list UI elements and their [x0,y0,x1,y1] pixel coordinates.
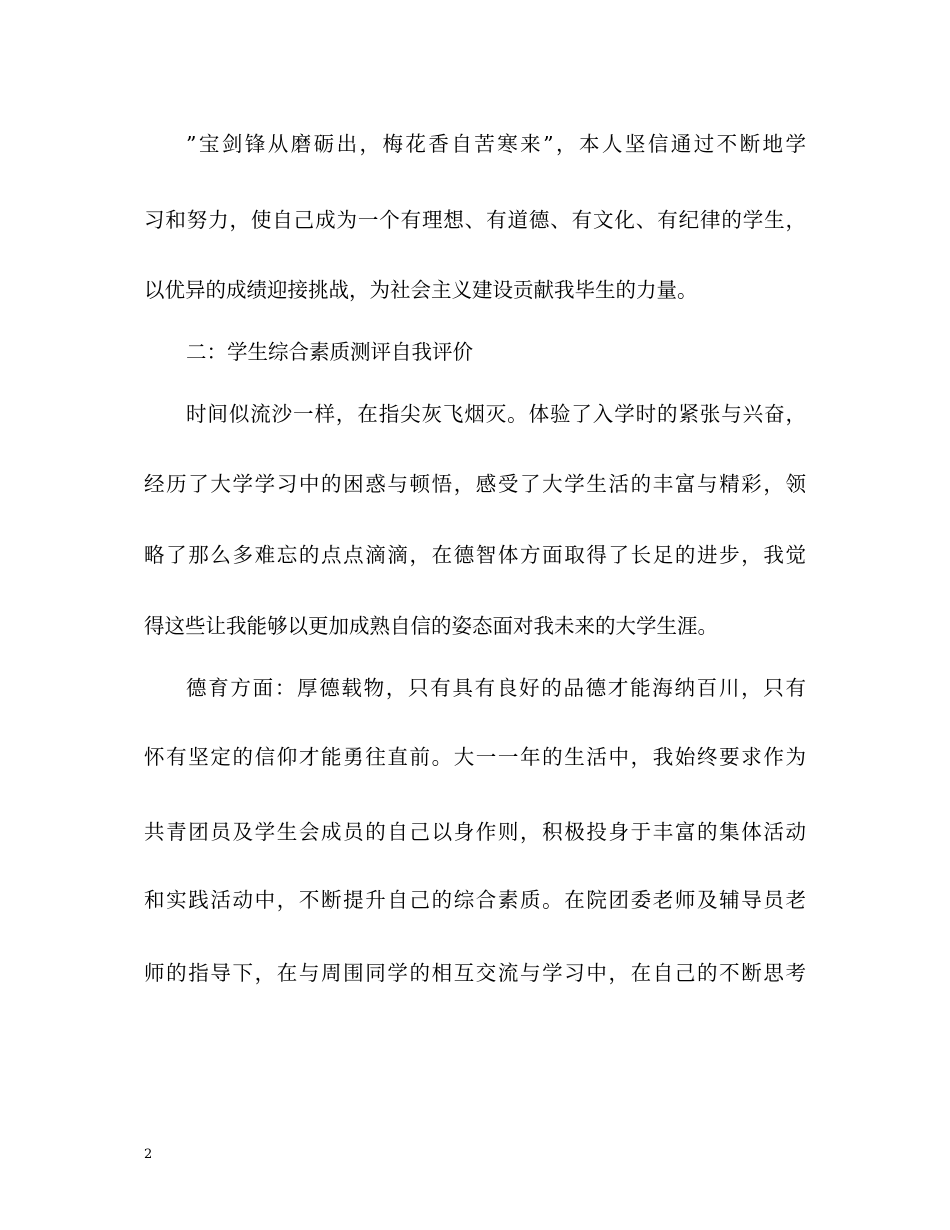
text-line-7: 略了那么多难忘的点点滴滴，在德智体方面取得了长足的进步，我觉 [144,543,806,567]
text-line-12: 和实践活动中，不断提升自己的综合素质。在院团委老师及辅导员老 [144,888,806,912]
text-line-13: 师的指导下，在与周围同学的相互交流与学习中，在自己的不断思考 [144,961,806,985]
text-line-9: 德育方面：厚德载物，只有具有良好的品德才能海纳百川，只有 [186,676,806,700]
text-line-1: ”宝剑锋从磨砺出，梅花香自苦寒来”，本人坚信通过不断地学 [186,132,806,156]
text-line-8: 得这些让我能够以更加成熟自信的姿态面对我未来的大学生涯。 [144,614,718,638]
text-line-10: 怀有坚定的信仰才能勇往直前。大一一年的生活中，我始终要求作为 [144,745,806,769]
section-heading: 二：学生综合素质测评自我评价 [186,340,473,364]
text-line-5: 时间似流沙一样，在指尖灰飞烟灭。体验了入学时的紧张与兴奋， [186,402,806,426]
text-line-2: 习和努力，使自己成为一个有理想、有道德、有文化、有纪律的学生， [144,208,806,232]
page-number: 2 [144,1147,153,1162]
text-line-6: 经历了大学学习中的困惑与顿悟，感受了大学生活的丰富与精彩，领 [144,472,806,496]
text-line-3: 以优异的成绩迎接挑战，为社会主义建设贡献我毕生的力量。 [144,278,698,302]
text-line-11: 共青团员及学生会成员的自己以身作则，积极投身于丰富的集体活动 [144,820,806,844]
